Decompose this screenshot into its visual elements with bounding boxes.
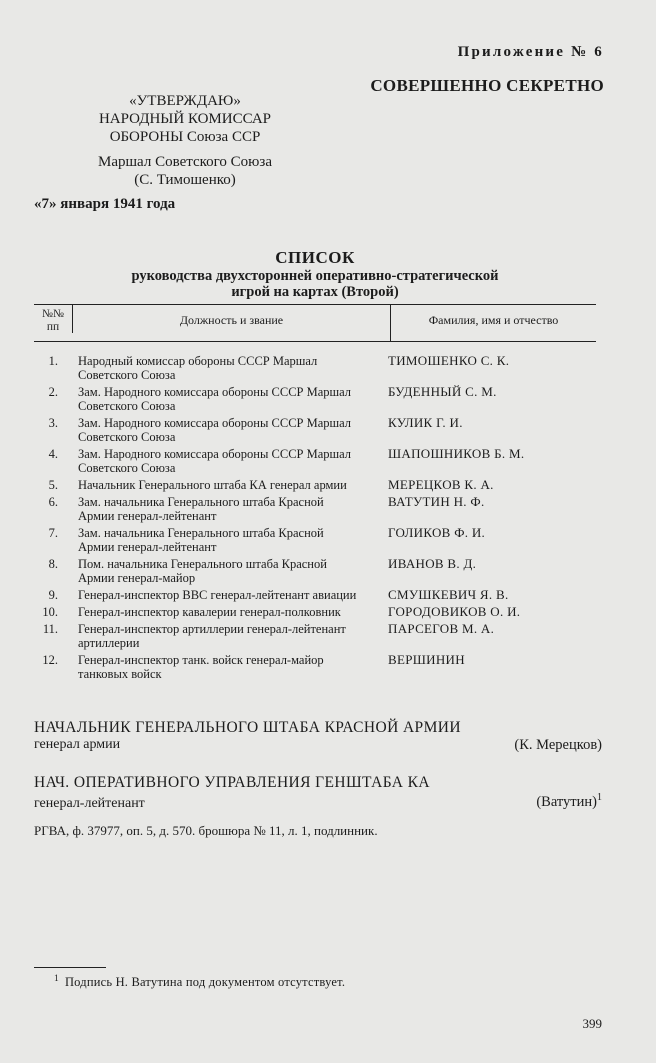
row-person-name: БУДЕННЫЙ С. М. <box>388 384 497 399</box>
approval-line: (С. Тимошенко) <box>134 172 236 188</box>
approval-line: «УТВЕРЖДАЮ» <box>129 93 241 109</box>
title-sub: игрой на картах (Второй) <box>231 284 399 300</box>
signature-name: (Ватутин) <box>536 794 597 810</box>
approval-line: ОБОРОНЫ Союза ССР <box>109 129 261 145</box>
signature-rank: генерал-лейтенант <box>34 796 145 811</box>
table-row <box>34 354 596 382</box>
row-position: Генерал-инспектор кавалерии генерал-полковник <box>78 605 341 619</box>
header-number-line1: №№ <box>42 308 64 320</box>
row-position: Генерал-инспектор танк. войск генерал-майор танковых войск <box>78 653 324 681</box>
approval-line: Маршал Советского Союза <box>98 154 272 170</box>
table-row <box>34 526 596 554</box>
row-position: Зам. Народного комиссара обороны СССР Маршал Советского Союза <box>78 447 352 475</box>
row-number: 9. <box>48 588 58 602</box>
table-row <box>34 495 596 523</box>
table-row <box>34 588 596 602</box>
signature-name: (К. Мерецков) <box>514 737 602 753</box>
footnote <box>54 975 345 990</box>
footnote-mark: 1 <box>54 973 59 984</box>
row-position: Народный комиссар обороны СССР Маршал Советского Союза <box>78 354 318 382</box>
row-person-name: ВЕРШИНИН <box>388 652 465 667</box>
document-date: «7» января 1941 года <box>34 196 176 212</box>
page-number: 399 <box>582 1016 602 1031</box>
row-position: Зам. Народного комиссара обороны СССР Маршал Советского Союза <box>78 385 352 413</box>
row-person-name: ПАРСЕГОВ М. А. <box>388 621 495 636</box>
table-row <box>34 653 596 681</box>
row-person-name: СМУШКЕВИЧ Я. В. <box>388 587 509 602</box>
table-row <box>34 622 596 650</box>
row-number: 1. <box>48 354 58 368</box>
appendix-label: Приложение № 6 <box>457 44 604 60</box>
classification-stamp: СОВЕРШЕННО СЕКРЕТНО <box>370 76 604 95</box>
table-row <box>34 385 596 413</box>
row-person-name: ГОЛИКОВ Ф. И. <box>388 525 486 540</box>
row-number: 5. <box>48 478 58 492</box>
table-row <box>34 605 596 619</box>
row-number: 2. <box>48 385 58 399</box>
list-title <box>34 248 596 300</box>
row-position: Зам. начальника Генерального штаба Красной Армии генерал-лейтенант <box>78 495 324 523</box>
row-person-name: ГОРОДОВИКОВ О. И. <box>388 604 521 619</box>
table-header <box>34 304 596 342</box>
row-position: Генерал-инспектор артиллерии генерал-лейтенант артиллерии <box>78 622 346 650</box>
row-position: Зам. начальника Генерального штаба Красной Армии генерал-лейтенант <box>78 526 324 554</box>
signature-title: НАЧАЛЬНИК ГЕНЕРАЛЬНОГО ШТАБА КРАСНОЙ АРМИИ <box>34 719 461 736</box>
row-position: Генерал-инспектор ВВС генерал-лейтенант авиации <box>78 588 357 602</box>
archive-source: РГВА, ф. 37977, оп. 5, д. 570. брошюра № 11, л. 1, подлинник. <box>34 823 378 838</box>
header-name: Фамилия, имя и отчество <box>390 305 596 341</box>
signature-name-wrap <box>536 794 602 811</box>
row-person-name: КУЛИК Г. И. <box>388 415 463 430</box>
row-number: 10. <box>42 605 58 619</box>
row-position: Начальник Генерального штаба КА генерал армии <box>78 478 347 492</box>
row-person-name: МЕРЕЦКОВ К. А. <box>388 477 494 492</box>
signature-chief <box>34 718 602 756</box>
row-number: 12. <box>42 653 58 667</box>
table-row <box>34 447 596 475</box>
table-row <box>34 416 596 444</box>
title-sub: руководства двухсторонней оперативно-стратегической <box>131 268 499 284</box>
footnote-text: Подпись Н. Ватутина под документом отсутствует. <box>64 975 346 989</box>
signature-title: НАЧ. ОПЕРАТИВНОГО УПРАВЛЕНИЯ ГЕНШТАБА КА <box>34 774 430 791</box>
approval-block <box>70 92 300 189</box>
row-person-name: ИВАНОВ В. Д. <box>388 556 477 571</box>
row-number: 7. <box>48 526 58 540</box>
header-position: Должность и звание <box>72 305 390 333</box>
row-position: Пом. начальника Генерального штаба Красной Армии генерал-майор <box>78 557 327 585</box>
table-row <box>34 557 596 585</box>
table-body <box>34 342 596 681</box>
row-person-name: ТИМОШЕНКО С. К. <box>388 353 510 368</box>
row-number: 11. <box>42 622 58 636</box>
personnel-table <box>34 304 596 684</box>
row-number: 4. <box>48 447 58 461</box>
table-row <box>34 478 596 492</box>
signature-rank: генерал армии <box>34 737 121 752</box>
row-number: 3. <box>48 416 58 430</box>
footnote-ref: 1 <box>597 792 602 804</box>
row-person-name: ВАТУТИН Н. Ф. <box>388 494 485 509</box>
title-main: СПИСОК <box>275 248 355 267</box>
row-person-name: ШАПОШНИКОВ Б. М. <box>388 446 525 461</box>
row-number: 6. <box>48 495 58 509</box>
header-number <box>34 308 72 334</box>
row-position: Зам. Народного комиссара обороны СССР Маршал Советского Союза <box>78 416 352 444</box>
approval-line: НАРОДНЫЙ КОМИССАР <box>98 111 272 127</box>
footnote-divider <box>34 967 106 968</box>
signature-operations <box>34 773 602 814</box>
header-number-line2: пп <box>46 321 60 333</box>
row-number: 8. <box>48 557 58 571</box>
